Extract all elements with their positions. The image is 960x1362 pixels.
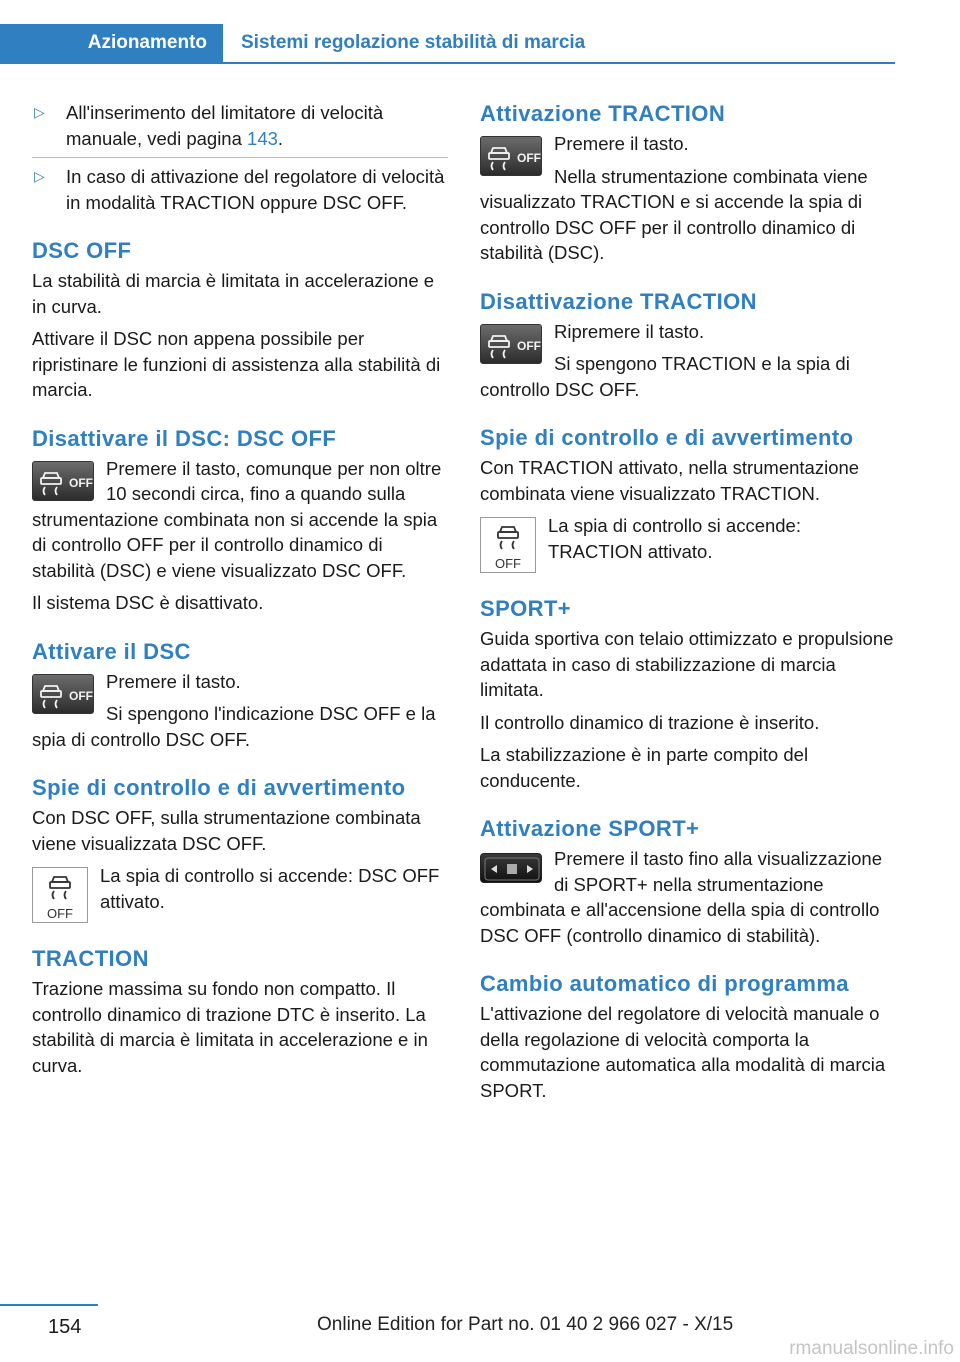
paragraph: Il sistema DSC è disattivato. bbox=[32, 592, 264, 613]
left-column bbox=[32, 100, 448, 1085]
paragraph: Con TRACTION attivato, nella strumentazione combinata viene visualizzato TRACTION. bbox=[480, 457, 860, 504]
paragraph: L'attivazione del regolatore di velocità manuale o della regolazione di velocità comporta la commutazione automatica alla modalità di marcia SPORT. bbox=[480, 1003, 886, 1101]
svg-text:OFF: OFF bbox=[495, 556, 521, 571]
dsc-off-button-icon bbox=[32, 461, 94, 501]
indicator-lamp-row bbox=[32, 863, 448, 923]
heading-attivazione-sport: Attivazione SPORT+ bbox=[480, 816, 700, 841]
dsc-off-button-icon bbox=[480, 324, 542, 364]
paragraph: Premere il tasto, comunque per non oltre 10 secondi circa, fino a quando sulla strumentazione combinata non si accende la spia di controllo OFF per il controllo dinamico di stabilità (DSC) e viene visualizzato DSC OFF. bbox=[32, 457, 442, 581]
sport-mode-switch-icon bbox=[480, 853, 542, 883]
dsc-off-button-icon bbox=[32, 674, 94, 714]
heading-traction: TRACTION bbox=[32, 946, 149, 971]
page-header bbox=[0, 24, 895, 64]
heading-spie: Spie di controllo e di avvertimento bbox=[32, 775, 406, 800]
heading-disattivare-dsc: Disattivare il DSC: DSC OFF bbox=[32, 425, 337, 451]
dsc-off-lamp-icon bbox=[480, 517, 536, 573]
paragraph: Il controllo dinamico di trazione è inserito. bbox=[480, 711, 820, 733]
edition-footer: Online Edition for Part no. 01 40 2 966 027 - X/15 bbox=[317, 1314, 734, 1335]
paragraph: Trazione massima su fondo non compatto. Il controllo dinamico di trazione DTC è inserito. La stabilità di marcia è limitata in accelerazione e in curva. bbox=[32, 978, 428, 1076]
paragraph: La stabilità di marcia è limitata in accelerazione e in curva. bbox=[32, 270, 435, 317]
lamp-description: La spia di controllo si accende: TRACTION attivato. bbox=[548, 515, 801, 562]
paragraph: Premere il tasto fino alla visualizzazione di SPORT+ nella strumentazione combinata e all'accensione della spia di controllo DSC OFF (controllo dinamico di stabilità). bbox=[480, 848, 883, 946]
svg-text:OFF: OFF bbox=[517, 151, 541, 165]
heading-sport-plus: SPORT+ bbox=[480, 596, 572, 621]
svg-text:OFF: OFF bbox=[69, 475, 93, 490]
paragraph: Premere il tasto. bbox=[554, 133, 689, 154]
chapter-tab[interactable]: Azionamento bbox=[0, 24, 223, 62]
heading-attivare-dsc: Attivare il DSC bbox=[32, 638, 191, 664]
page-number-rule bbox=[0, 1304, 98, 1306]
paragraph: Premere il tasto. bbox=[106, 670, 241, 692]
heading-cambio-automatico: Cambio automatico di programma bbox=[480, 971, 849, 996]
svg-text:OFF: OFF bbox=[69, 688, 93, 703]
paragraph: Ripremere il tasto. bbox=[554, 320, 705, 342]
paragraph: La stabilizzazione è in parte compito del conducente. bbox=[480, 744, 809, 791]
triangle-bullet-icon: ▷ bbox=[34, 104, 45, 120]
indicator-lamp-row bbox=[480, 513, 896, 573]
section-title: Sistemi regolazione stabilità di marcia bbox=[241, 32, 586, 53]
paragraph: Guida sportiva con telaio ottimizzato e propulsione adattata in caso di stabilizzazione di marcia limitata. bbox=[480, 628, 894, 700]
paragraph: Nella strumentazione combinata viene visualizzato TRACTION e si accende la spia di controllo DSC OFF per il controllo dinamico di stabilità (DSC). bbox=[480, 165, 868, 263]
paragraph: Si spengono l'indicazione DSC OFF e la spia di controllo DSC OFF. bbox=[32, 703, 436, 750]
svg-text:OFF: OFF bbox=[47, 906, 73, 921]
svg-text:OFF: OFF bbox=[517, 338, 541, 353]
heading-spie: Spie di controllo e di avvertimento bbox=[480, 425, 854, 450]
triangle-bullet-icon: ▷ bbox=[34, 168, 45, 184]
page-number: 154 bbox=[48, 1316, 82, 1338]
dsc-off-button-icon bbox=[480, 136, 542, 176]
heading-attivazione-traction: Attivazione TRACTION bbox=[480, 101, 726, 126]
paragraph: Attivare il DSC non appena possibile per ripristinare le funzioni di assistenza alla stabilità di marcia. bbox=[32, 328, 441, 400]
heading-dsc-off: DSC OFF bbox=[32, 238, 132, 263]
list-item: ▷ In caso di attivazione del regolatore di velocità in modalità TRACTION oppure DSC OFF. bbox=[32, 157, 448, 215]
lamp-description: La spia di controllo si accende: DSC OFF attivato. bbox=[100, 865, 440, 912]
dsc-off-lamp-icon bbox=[32, 867, 88, 923]
page-link[interactable]: 143 bbox=[247, 127, 278, 149]
heading-disattivazione-traction: Disattivazione TRACTION bbox=[480, 288, 757, 314]
watermark: rmanualsonline.info bbox=[789, 1338, 954, 1359]
paragraph: Si spengono TRACTION e la spia di controllo DSC OFF. bbox=[480, 353, 850, 400]
paragraph: Con DSC OFF, sulla strumentazione combinata viene visualizzata DSC OFF. bbox=[32, 807, 421, 854]
right-column bbox=[480, 100, 896, 1110]
list-item: ▷ All'inserimento del limitatore di velocità manuale, vedi pagina 143. bbox=[34, 102, 384, 149]
